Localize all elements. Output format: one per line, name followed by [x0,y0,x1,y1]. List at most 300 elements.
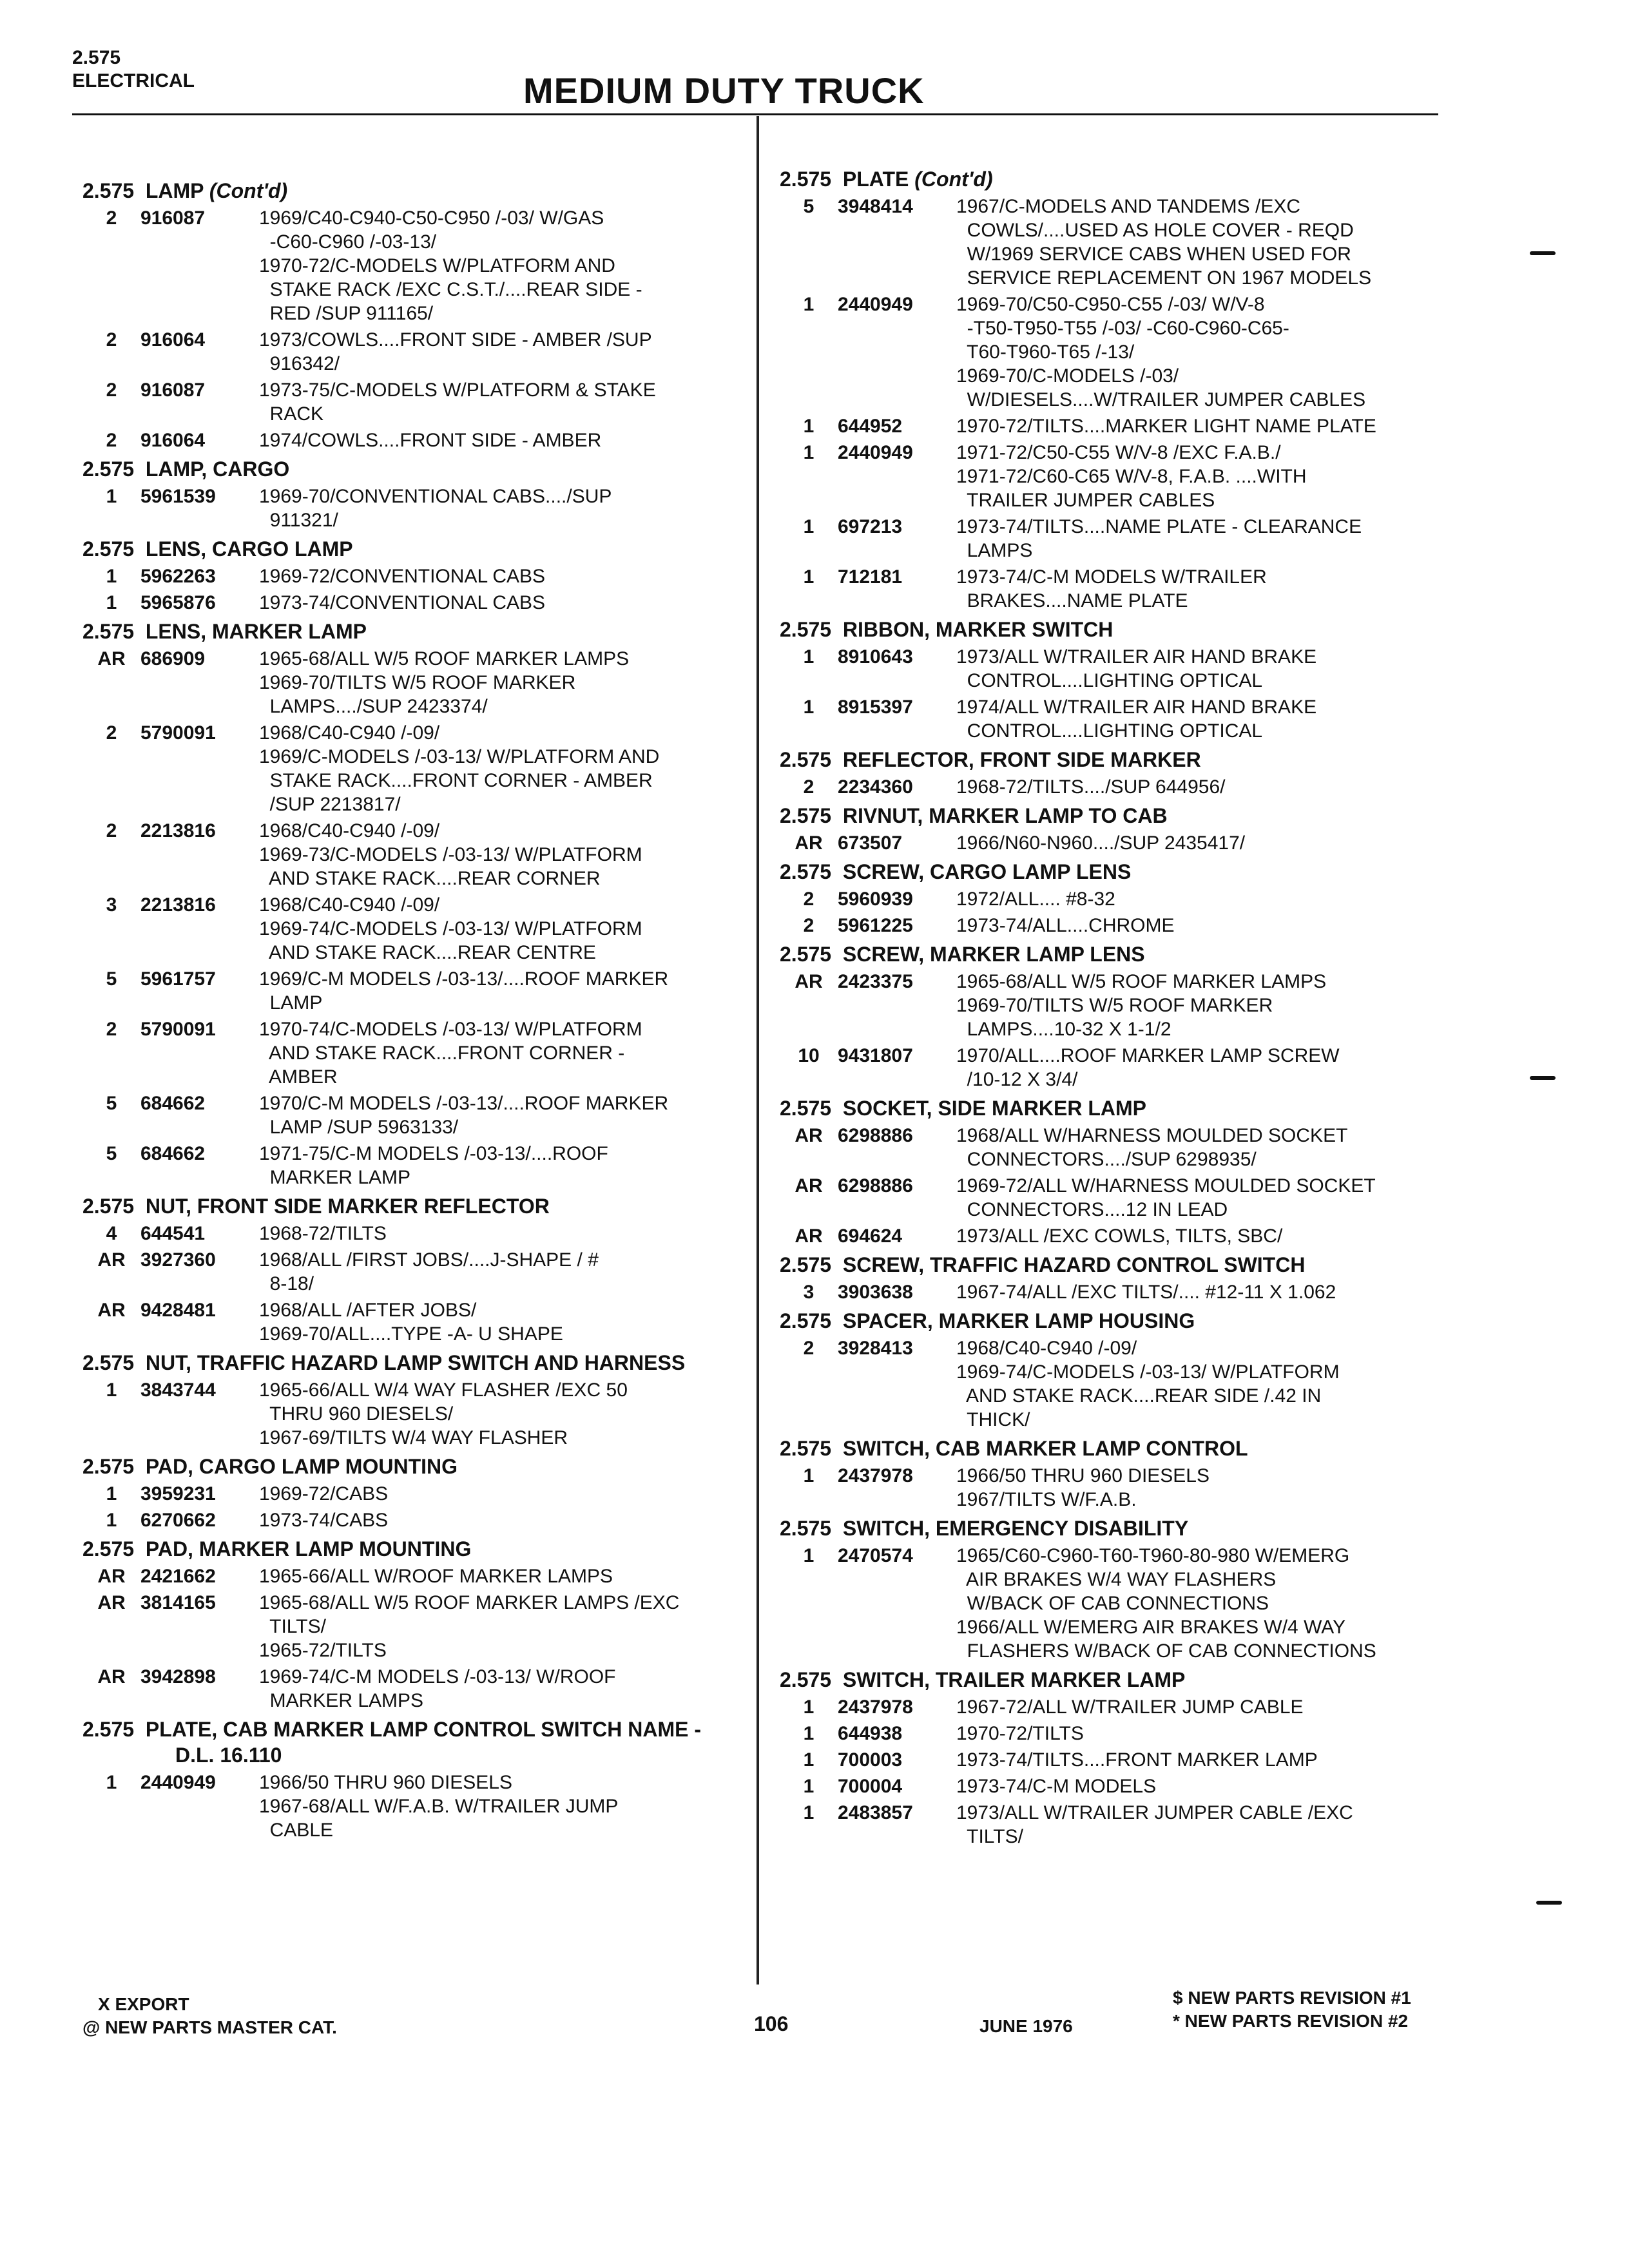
section-title-text: 2.575 SCREW, CARGO LAMP LENS [780,860,1132,883]
part-entry [780,1174,1450,1222]
part-number: 6270662 [140,1510,216,1531]
part-quantity: 2 [106,329,117,351]
section-title [82,536,740,562]
part-number: 2421662 [140,1566,216,1587]
parts-section [82,536,740,615]
description-line: /SUP 2213817/ [259,794,401,815]
part-description [956,195,1450,290]
description-line: 1970-72/C-MODELS W/PLATFORM AND [259,255,615,276]
description-line: 1969-70/ALL....TYPE -A- U SHAPE [259,1323,563,1345]
part-entry [780,887,1450,911]
part-quantity: 1 [803,1802,815,1823]
description-line: AND STAKE RACK....REAR CENTRE [259,942,596,963]
parts-section [82,1716,740,1842]
part-description [259,967,740,1015]
part-number: 5962263 [140,566,216,587]
part-quantity: AR [795,971,823,992]
section-title [780,1095,1450,1121]
description-line: 1973/COWLS....FRONT SIDE - AMBER /SUP [259,329,652,351]
description-line: LAMPS [956,540,1033,561]
part-entry [780,1748,1450,1772]
description-line: 1973-74/C-M MODELS [956,1776,1157,1797]
section-title-text: 2.575 RIBBON, MARKER SWITCH [780,618,1113,641]
part-quantity: 1 [803,646,815,668]
part-number: 2234360 [838,776,913,798]
part-entry [780,645,1450,693]
section-title-text: 2.575 LENS, CARGO LAMP [82,537,353,561]
parts-section [780,1667,1450,1849]
parts-section [82,1350,740,1450]
description-line: 1969/C40-C940-C50-C950 /-03/ W/GAS [259,207,604,229]
part-entry [780,1336,1450,1432]
part-quantity: AR [97,1300,126,1321]
part-entry [82,1248,740,1296]
description-line: TILTS/ [259,1616,326,1637]
section-title [82,1193,740,1219]
part-quantity: AR [97,1666,126,1687]
part-quantity: 1 [803,697,815,718]
part-quantity: 1 [803,1749,815,1771]
description-line: 1969-70/CONVENTIONAL CABS..../SUP [259,486,612,507]
part-quantity: 5 [803,196,815,217]
part-number: 6298886 [838,1125,913,1146]
part-number: 3948414 [838,196,913,217]
description-line: 8-18/ [259,1273,314,1294]
part-quantity: 1 [803,566,815,588]
description-line: 1968-72/TILTS..../SUP 644956/ [956,776,1226,798]
part-number: 5961757 [140,968,216,990]
part-entry [780,1544,1450,1663]
parts-section [780,747,1450,799]
part-quantity: AR [97,1566,126,1587]
description-line: THICK/ [956,1409,1030,1430]
part-entry [82,1591,740,1662]
part-quantity: 1 [803,516,815,537]
part-description [956,1722,1450,1745]
description-line: -T50-T950-T55 /-03/ -C60-C960-C65- [956,318,1289,339]
part-number: 8910643 [838,646,913,668]
section-title [780,617,1450,642]
part-description [259,1508,740,1532]
part-entry [82,378,740,426]
part-number: 700003 [838,1749,903,1771]
part-entry [780,970,1450,1041]
part-quantity: 1 [106,592,117,613]
part-description [259,1142,740,1189]
description-line: 911321/ [259,510,338,531]
description-line: 1972/ALL.... #8-32 [956,889,1115,910]
part-description [956,1224,1450,1248]
description-line: 1969-73/C-MODELS /-03-13/ W/PLATFORM [259,844,642,865]
part-quantity: 2 [803,915,815,936]
part-entry [780,914,1450,937]
part-number: 3814165 [140,1592,216,1613]
part-quantity: 4 [106,1223,117,1244]
part-description [956,414,1450,438]
part-entry [82,647,740,718]
parts-section [82,456,740,532]
part-quantity: 1 [803,1723,815,1744]
part-entry [82,1564,740,1588]
part-entry [82,1378,740,1450]
part-quantity: AR [795,1225,823,1247]
description-line: 1966/N60-N960..../SUP 2435417/ [956,832,1246,854]
part-number: 684662 [140,1143,206,1164]
part-description [259,1091,740,1139]
description-line: 1969-70/TILTS W/5 ROOF MARKER [956,995,1273,1016]
description-line: 1967/C-MODELS AND TANDEMS /EXC [956,196,1301,217]
legend-export: X EXPORT [98,1994,189,2014]
parts-section [780,803,1450,855]
description-line: 1968/C40-C940 /-09/ [259,722,440,744]
description-line: 1973/ALL /EXC COWLS, TILTS, SBC/ [956,1225,1283,1247]
parts-section [780,1252,1450,1304]
section-title [82,1716,740,1768]
description-line: 1968/ALL W/HARNESS MOULDED SOCKET [956,1125,1348,1146]
parts-section [780,617,1450,743]
part-entry [780,775,1450,799]
part-description [956,1774,1450,1798]
part-quantity: 2 [106,722,117,744]
part-entry [82,1665,740,1713]
section-title [780,747,1450,773]
section-title-text: 2.575 SCREW, TRAFFIC HAZARD CONTROL SWITCH [780,1253,1306,1276]
part-quantity: AR [97,1249,126,1271]
category-label: ELECTRICAL [72,70,195,91]
description-line: 1968/ALL /FIRST JOBS/....J-SHAPE / # [259,1249,599,1271]
part-number: 9431807 [838,1045,913,1066]
description-line: W/DIESELS....W/TRAILER JUMPER CABLES [956,389,1366,410]
part-description [259,591,740,615]
legend-master: @ NEW PARTS MASTER CAT. [82,2017,337,2037]
description-line: 1973/ALL W/TRAILER JUMPER CABLE /EXC [956,1802,1353,1823]
section-title-text: 2.575 SWITCH, EMERGENCY DISABILITY [780,1517,1189,1540]
parts-section [82,619,740,1189]
description-line: 1968/C40-C940 /-09/ [956,1338,1137,1359]
description-line: 916342/ [259,353,340,374]
part-number: 2437978 [838,1465,913,1486]
part-description [956,970,1450,1041]
part-description [259,1222,740,1245]
part-quantity: 1 [803,416,815,437]
part-quantity: 3 [803,1282,815,1303]
description-line: 1967/TILTS W/F.A.B. [956,1489,1137,1510]
part-description [259,564,740,588]
description-line: 1974/ALL W/TRAILER AIR HAND BRAKE [956,697,1317,718]
part-entry [780,414,1450,438]
part-number: 712181 [838,566,903,588]
section-title [780,803,1450,829]
part-entry [780,1224,1450,1248]
part-number: 916087 [140,207,206,229]
parts-section [82,178,740,452]
part-quantity: 1 [803,294,815,315]
part-number: 3928413 [838,1338,913,1359]
description-line: 1973-74/CABS [259,1510,389,1531]
description-line: /10-12 X 3/4/ [956,1069,1078,1090]
part-description [956,831,1450,855]
part-entry [780,695,1450,743]
part-entry [780,515,1450,562]
page-number: 106 [754,2012,789,2035]
parts-section [82,1193,740,1346]
part-description [259,328,740,376]
part-quantity: 1 [106,1510,117,1531]
part-quantity: 2 [106,380,117,401]
part-number: 2483857 [838,1802,913,1823]
part-quantity: AR [795,832,823,854]
description-line: 1967-72/ALL W/TRAILER JUMP CABLE [956,1696,1304,1718]
description-line: 1969-70/C50-C950-C55 /-03/ W/V-8 [956,294,1265,315]
part-number: 2423375 [838,971,913,992]
part-description [259,1665,740,1713]
part-number: 8915397 [838,697,913,718]
part-description [956,1336,1450,1432]
part-number: 2440949 [838,442,913,463]
description-line: CONNECTORS..../SUP 6298935/ [956,1149,1257,1170]
right-column [780,162,1450,1852]
part-quantity: 2 [106,207,117,229]
description-line: THRU 960 DIESELS/ [259,1403,454,1425]
part-description [259,721,740,816]
part-description [956,1544,1450,1663]
description-line: 1966/50 THRU 960 DIESELS [956,1465,1210,1486]
column-divider [757,116,759,1984]
part-description [956,1748,1450,1772]
part-number: 2213816 [140,894,216,916]
part-entry [780,1695,1450,1719]
description-line: 1971-75/C-M MODELS /-03-13/....ROOF [259,1143,608,1164]
part-number: 916087 [140,380,206,401]
part-number: 644952 [838,416,903,437]
part-quantity: 1 [803,1776,815,1797]
revision-1-legend: $ NEW PARTS REVISION #1 [1173,1988,1411,2008]
section-title-text: 2.575 SWITCH, CAB MARKER LAMP CONTROL [780,1437,1248,1460]
description-line: 1969-70/C-MODELS /-03/ [956,365,1179,387]
part-quantity: 1 [803,1465,815,1486]
part-entry [780,1801,1450,1849]
part-quantity: 2 [803,776,815,798]
section-title [82,456,740,482]
description-line: CONTROL....LIGHTING OPTICAL [956,670,1263,691]
part-description [259,206,740,325]
description-line: 1969-72/CABS [259,1483,389,1504]
description-line: 1966/ALL W/EMERG AIR BRAKES W/4 WAY [956,1617,1346,1638]
description-line: 1971-72/C50-C55 W/V-8 /EXC F.A.B./ [956,442,1281,463]
part-number: 3927360 [140,1249,216,1271]
part-entry [82,564,740,588]
part-description [956,914,1450,937]
part-entry [780,1464,1450,1512]
part-description [259,378,740,426]
part-description [259,1017,740,1089]
description-line: 1973-74/ALL....CHROME [956,915,1175,936]
description-line: CABLE [259,1820,334,1841]
description-line: 1968/ALL /AFTER JOBS/ [259,1300,477,1321]
description-line: 1969-72/ALL W/HARNESS MOULDED SOCKET [956,1175,1376,1196]
parts-section [780,941,1450,1091]
section-title [780,166,1450,192]
part-quantity: 1 [803,1696,815,1718]
description-line: 1965-68/ALL W/5 ROOF MARKER LAMPS [259,648,630,669]
description-line: 1969-72/CONVENTIONAL CABS [259,566,546,587]
description-line: 1970-72/TILTS [956,1723,1084,1744]
part-quantity: 1 [106,486,117,507]
description-line: BRAKES....NAME PLATE [956,590,1188,611]
description-line: 1970-74/C-MODELS /-03-13/ W/PLATFORM [259,1019,642,1040]
description-line: 1965-66/ALL W/4 WAY FLASHER /EXC 50 [259,1379,628,1401]
part-description [956,293,1450,412]
description-line: 1965-68/ALL W/5 ROOF MARKER LAMPS /EXC [259,1592,680,1613]
part-number: 916064 [140,329,206,351]
part-number: 2440949 [838,294,913,315]
section-title-text: 2.575 PLATE, CAB MARKER LAMP CONTROL SWITCH NAME - D.L. 16.110 [82,1718,707,1767]
description-line: 1973-74/TILTS....FRONT MARKER LAMP [956,1749,1318,1771]
part-number: 916064 [140,430,206,451]
section-title-continued: (Cont'd) [914,168,993,191]
part-description [259,1298,740,1346]
description-line: AMBER [259,1066,338,1088]
part-entry [780,1124,1450,1171]
description-line: CONTROL....LIGHTING OPTICAL [956,720,1263,742]
part-quantity: 5 [106,968,117,990]
part-entry [82,1091,740,1139]
section-title [780,1515,1450,1541]
part-entry [82,893,740,965]
description-line: 1973-74/CONVENTIONAL CABS [259,592,546,613]
part-description [259,1482,740,1506]
description-line: AND STAKE RACK....REAR CORNER [259,868,601,889]
part-description [259,1378,740,1450]
description-line: COWLS/....USED AS HOLE COVER - REQD [956,220,1354,241]
description-line: -C60-C960 /-03-13/ [259,231,437,253]
section-title-text: 2.575 SOCKET, SIDE MARKER LAMP [780,1097,1146,1120]
part-entry [780,831,1450,855]
section-title-text: 2.575 LAMP [82,179,209,202]
description-line: STAKE RACK....FRONT CORNER - AMBER [259,770,653,791]
description-line: FLASHERS W/BACK OF CAB CONNECTIONS [956,1640,1376,1662]
part-number: 5960939 [838,889,913,910]
part-number: 3903638 [838,1282,913,1303]
part-description [956,1174,1450,1222]
part-quantity: 1 [106,566,117,587]
description-line: LAMP [259,992,323,1014]
parts-section [780,1095,1450,1248]
part-entry [82,967,740,1015]
part-quantity: 1 [106,1379,117,1401]
part-description [956,1124,1450,1171]
part-description [259,1248,740,1296]
part-number: 3843744 [140,1379,216,1401]
part-description [259,1564,740,1588]
parts-section [82,1536,740,1713]
section-title-continued: (Cont'd) [209,179,288,202]
part-quantity: 1 [803,1545,815,1566]
part-entry [82,485,740,532]
section-title-text: 2.575 NUT, FRONT SIDE MARKER REFLECTOR [82,1195,550,1218]
part-quantity: 5 [106,1143,117,1164]
description-line: 1973/ALL W/TRAILER AIR HAND BRAKE [956,646,1317,668]
description-line: T60-T960-T65 /-13/ [956,341,1135,363]
description-line: CONNECTORS....12 IN LEAD [956,1199,1228,1220]
part-entry [780,565,1450,613]
description-line: TILTS/ [956,1826,1023,1847]
part-entry [780,1722,1450,1745]
part-number: 697213 [838,516,903,537]
part-quantity: AR [97,1592,126,1613]
part-description [956,775,1450,799]
description-line: 1970/ALL....ROOF MARKER LAMP SCREW [956,1045,1340,1066]
part-description [259,1771,740,1842]
section-title [780,1252,1450,1278]
part-number: 5961225 [838,915,913,936]
description-line: 1973-74/TILTS....NAME PLATE - CLEARANCE [956,516,1362,537]
description-line: 1969-74/C-MODELS /-03-13/ W/PLATFORM [956,1361,1340,1383]
description-line: 1974/COWLS....FRONT SIDE - AMBER [259,430,602,451]
description-line: W/1969 SERVICE CABS WHEN USED FOR [956,244,1351,265]
page-title: MEDIUM DUTY TRUCK [523,70,925,111]
part-description [956,695,1450,743]
part-description [956,1280,1450,1304]
description-line: 1973-75/C-MODELS W/PLATFORM & STAKE [259,380,656,401]
part-description [956,515,1450,562]
part-description [956,1801,1450,1849]
part-quantity: AR [795,1175,823,1196]
part-quantity: 1 [106,1772,117,1793]
description-line: LAMPS....10-32 X 1-1/2 [956,1019,1171,1040]
part-entry [82,206,740,325]
part-number: 3942898 [140,1666,216,1687]
part-description [956,565,1450,613]
part-entry [780,441,1450,512]
part-entry [780,1774,1450,1798]
part-quantity: 2 [803,1338,815,1359]
part-number: 5790091 [140,1019,216,1040]
description-line: 1966/50 THRU 960 DIESELS [259,1772,513,1793]
description-line: LAMPS..../SUP 2423374/ [259,696,488,717]
description-line: SERVICE REPLACEMENT ON 1967 MODELS [956,267,1372,289]
section-title-text: 2.575 NUT, TRAFFIC HAZARD LAMP SWITCH AND HARNESS [82,1351,686,1374]
description-line: 1965/C60-C960-T60-T960-80-980 W/EMERG [956,1545,1350,1566]
section-title [82,619,740,644]
part-entry [82,591,740,615]
description-line: LAMP /SUP 5963133/ [259,1117,459,1138]
section-title-text: 2.575 PAD, CARGO LAMP MOUNTING [82,1455,458,1478]
description-line: STAKE RACK /EXC C.S.T./....REAR SIDE - [259,279,642,300]
description-line: AIR BRAKES W/4 WAY FLASHERS [956,1569,1277,1590]
part-description [956,645,1450,693]
section-title-text: 2.575 SWITCH, TRAILER MARKER LAMP [780,1668,1186,1691]
description-line: AND STAKE RACK....REAR SIDE /.42 IN [956,1385,1322,1407]
part-number: 2440949 [140,1772,216,1793]
part-number: 694624 [838,1225,903,1247]
section-title [780,1667,1450,1693]
part-number: 5965876 [140,592,216,613]
part-entry [82,1482,740,1506]
parts-section [780,166,1450,613]
description-line: MARKER LAMPS [259,1690,424,1711]
part-description [259,485,740,532]
section-title [780,941,1450,967]
section-title-text: 2.575 LAMP, CARGO [82,457,290,481]
description-line: 1969-70/TILTS W/5 ROOF MARKER [259,672,576,693]
part-entry [780,1280,1450,1304]
parts-section [780,1515,1450,1663]
description-line: MARKER LAMP [259,1167,411,1188]
part-quantity: 5 [106,1093,117,1114]
revision-2-legend: * NEW PARTS REVISION #2 [1173,2011,1409,2031]
part-quantity: 2 [106,1019,117,1040]
